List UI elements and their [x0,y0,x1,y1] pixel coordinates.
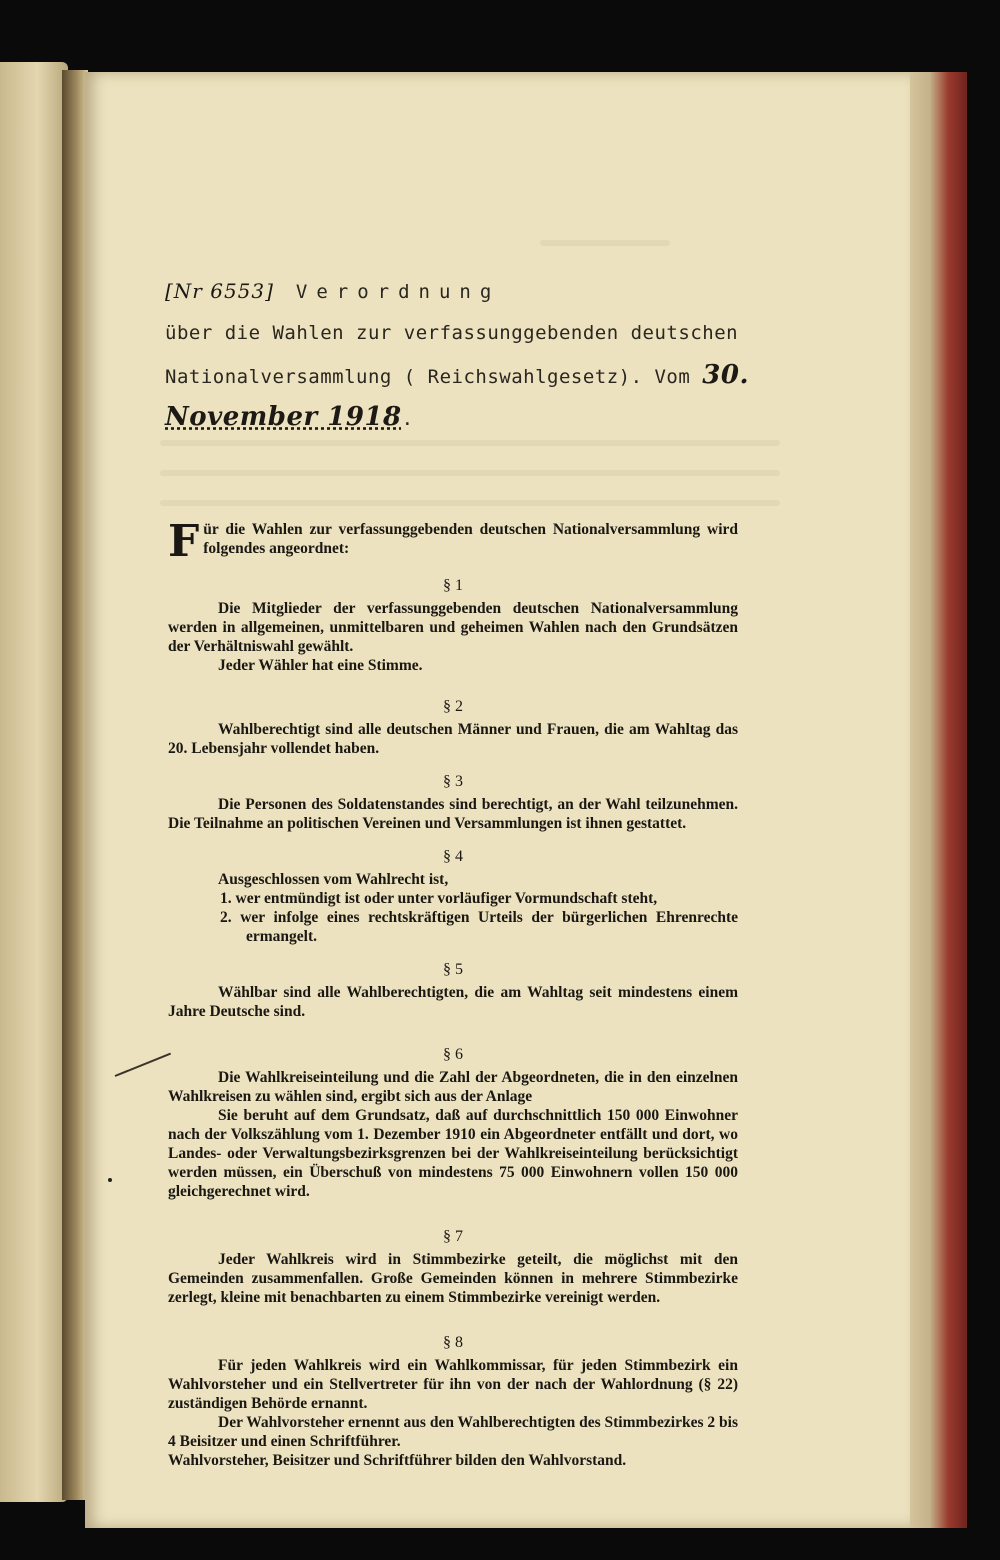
section-paragraph: Der Wahlvorsteher ernennt aus den Wahlberechtigten des Stimmbezirkes 2 bis 4 Beisitzer und einen Schriftführer. [168,1414,738,1450]
section-label: § 3 [443,773,463,790]
section-label: § 1 [443,577,463,594]
bleed-through [160,500,780,506]
section-paragraph: Wahlberechtigt sind alle deutschen Männer und Frauen, die am Wahltag das 20. Lebensjahr vollendet haben. [168,721,738,757]
bleed-through [160,440,780,446]
margin-dot [108,1178,112,1182]
title-line-2: über die Wahlen zur verfassunggebenden deutschen [165,322,739,344]
section-label: § 6 [443,1046,463,1063]
section-paragraph: Jeder Wahlkreis wird in Stimmbezirke geteilt, die möglichst mit den Gemeinden zusammenfallen. Große Gemeinden können in mehrere Stimmbezirke zerlegt, kleine mit benachbarten zu einem Stimmbezirke vereinigt werden. [168,1251,738,1306]
handwritten-reference: [Nr 6553] [165,279,274,303]
trailing-dot: . [401,408,414,430]
section-paragraph: Jeder Wähler hat eine Stimme. [218,657,423,674]
section-paragraph: Ausgeschlossen vom Wahlrecht ist, [218,871,449,888]
section-label: § 2 [443,698,463,715]
decree-body [168,516,738,1470]
book-cover-edge [905,72,967,1528]
title-word: Verordnung [295,281,501,303]
handwritten-day: 30. [702,360,750,390]
section-paragraph: Wählbar sind alle Wahlberechtigten, die am Wahltag seit mindestens einem Jahre Deutsche sind. [168,984,738,1020]
title-line-3: Nationalversammlung ( Reichswahlgesetz). Vom [165,366,691,388]
section-label: § 5 [443,961,463,978]
section-paragraph: Die Wahlkreiseinteilung und die Zahl der Abgeordneten, die in den einzelnen Wahlkreisen zu wählen sind, ergibt sich aus der Anlage [168,1069,738,1105]
handwritten-date: November 1918 [165,402,402,432]
section-label: § 8 [443,1334,463,1351]
bleed-through [160,470,780,476]
section-label: § 4 [443,848,463,865]
drop-initial: F [168,516,200,567]
section-paragraph: Für jeden Wahlkreis wird ein Wahlkommissar, für jeden Stimmbezirk ein Wahlvorsteher und ein Stellvertreter für ihn von der nach der Wahlordnung (§ 22) zuständigen Behörde ernannt. [168,1357,738,1412]
left-page-edge [0,62,68,1502]
section-label: § 7 [443,1228,463,1245]
section-paragraph: Die Personen des Soldatenstandes sind berechtigt, an der Wahl teilzunehmen. Die Teilnahme an politischen Vereinen und Versammlungen ist ihnen gestattet. [168,796,738,832]
list-item: 2. wer infolge eines rechtskräftigen Urteils der bürgerlichen Ehrenrechte ermangelt. [220,909,738,945]
document-heading [165,270,750,438]
bleed-through [540,240,670,246]
list-item: 1. wer entmündigt ist oder unter vorläufiger Vormundschaft steht, [220,890,658,907]
intro-text: ür die Wahlen zur verfassunggebenden deutschen Nationalversammlung wird folgendes angeordnet: [203,521,738,557]
section-paragraph: Sie beruht auf dem Grundsatz, daß auf durchschnittlich 150 000 Einwohner nach der Volkszählung vom 1. Dezember 1910 ein Abgeordneter entfällt und dort, wo Landes- oder Verwaltungsbezirksgrenzen bei der Wahlkreiseinteilung berücksichtigt werden müssen, ein Überschuß von mindestens 75 000 Einwohnern vollen 150 000 gleichgerechnet wird. [168,1107,738,1200]
section-paragraph: Wahlvorsteher, Beisitzer und Schriftführer bilden den Wahlvorstand. [168,1452,627,1469]
intro-paragraph [168,516,738,567]
section-paragraph: Die Mitglieder der verfassunggebenden deutschen Nationalversammlung werden in allgemeinen, unmittelbaren und geheimen Wahlen nach den Grundsätzen der Verhältniswahl gewählt. [168,600,738,655]
